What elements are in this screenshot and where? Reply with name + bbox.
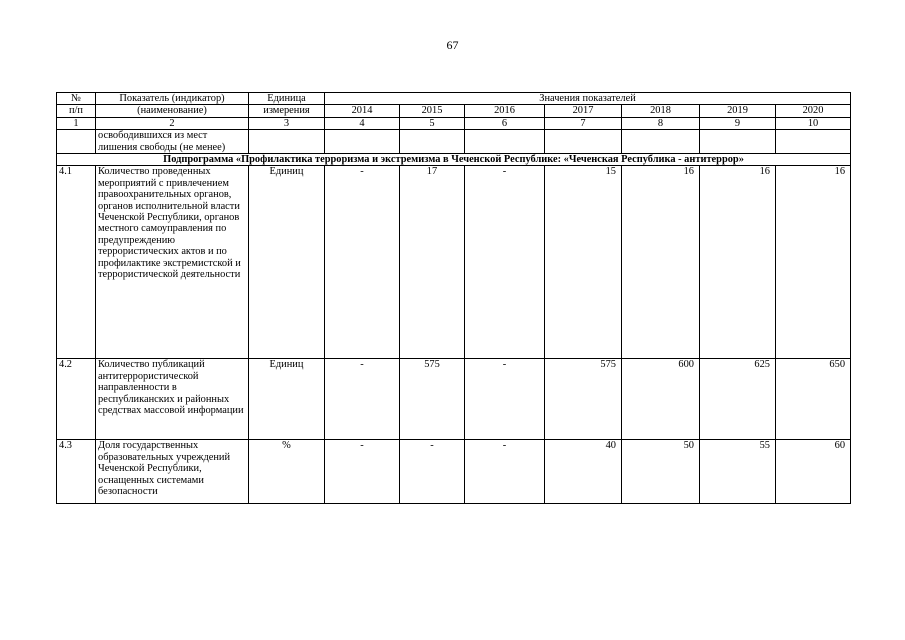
row-value: 575 [545,359,622,440]
header-year: 2018 [622,105,700,117]
row-value: - [325,166,400,359]
row-value: 40 [545,440,622,504]
indicators-table [56,92,851,504]
table-row [57,359,851,440]
row-unit: % [249,440,325,504]
column-number: 1 [57,117,96,129]
continuation-row [57,130,851,154]
header-unit: Единица [249,93,325,105]
row-value: 15 [545,166,622,359]
row-value: 16 [622,166,700,359]
row-value: 650 [776,359,851,440]
row-indicator: Доля государственных образовательных учреждений Чеченской Республики, оснащенных системами безопасности [96,440,249,504]
header-indicator: Показатель (индикатор) [96,93,249,105]
header-row-2 [57,105,851,117]
header-year: 2020 [776,105,851,117]
row-value: 625 [700,359,776,440]
row-number: 4.2 [57,359,96,440]
row-value: - [400,440,465,504]
header-year: 2017 [545,105,622,117]
row-value: - [465,440,545,504]
column-number: 9 [700,117,776,129]
row-unit: Единиц [249,166,325,359]
column-number: 3 [249,117,325,129]
column-number: 4 [325,117,400,129]
row-unit: Единиц [249,359,325,440]
row-value: 50 [622,440,700,504]
row-value: 575 [400,359,465,440]
row-value: 55 [700,440,776,504]
column-number: 7 [545,117,622,129]
row-value: - [325,359,400,440]
column-number: 6 [465,117,545,129]
header-no-sub: п/п [57,105,96,117]
table-row [57,166,851,359]
row-value: - [465,166,545,359]
header-year: 2015 [400,105,465,117]
row-value: 600 [622,359,700,440]
header-year: 2016 [465,105,545,117]
continuation-text: освободившихся из мест лишения свободы (не менее) [96,130,249,154]
header-no: № [57,93,96,105]
column-number: 5 [400,117,465,129]
header-indicator-sub: (наименование) [96,105,249,117]
row-value: 16 [700,166,776,359]
row-value: - [465,359,545,440]
column-number: 2 [96,117,249,129]
subprogram-title: Подпрограмма «Профилактика терроризма и экстремизма в Чеченской Республике: «Чеченская Республика - антитеррор» [57,154,851,166]
row-value: 16 [776,166,851,359]
header-values-title: Значения показателей [325,93,851,105]
row-value: - [325,440,400,504]
header-year: 2014 [325,105,400,117]
header-year: 2019 [700,105,776,117]
row-value: 17 [400,166,465,359]
header-row-1 [57,93,851,105]
row-indicator: Количество публикаций антитеррористической направленности в республиканских и районных средствах массовой информации [96,359,249,440]
row-number: 4.3 [57,440,96,504]
table-row [57,440,851,504]
column-number: 10 [776,117,851,129]
row-value: 60 [776,440,851,504]
row-indicator: Количество проведенных мероприятий с привлечением правоохранительных органов, органов исполнительной власти Чеченской Республики, органов местного самоуправления по предупреждению террористических актов и по профилактике экстремистской и террористической деятельности [96,166,249,359]
row-number: 4.1 [57,166,96,359]
subprogram-row [57,154,851,166]
header-unit-sub: измерения [249,105,325,117]
page-number: 67 [446,38,459,52]
column-number: 8 [622,117,700,129]
numbering-row [57,117,851,129]
